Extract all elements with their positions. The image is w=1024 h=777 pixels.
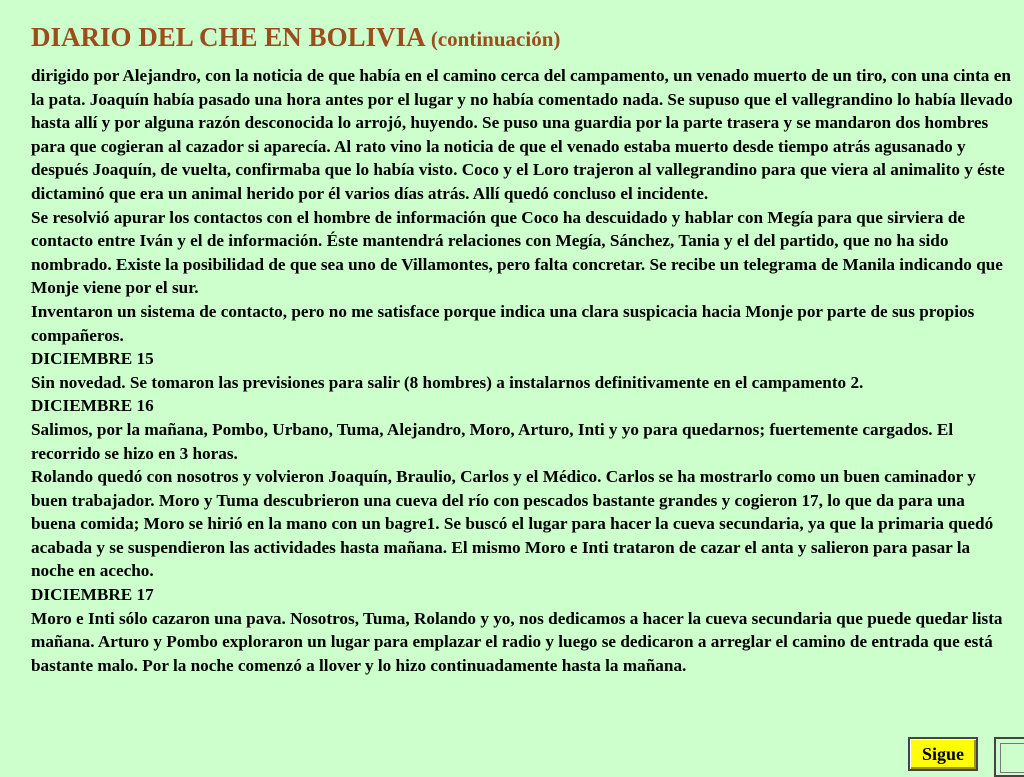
- diary-text: [31, 64, 1013, 677]
- date-heading: DICIEMBRE 15: [31, 349, 154, 369]
- title-subtitle: (continuación): [430, 27, 561, 51]
- paragraph: Sin novedad. Se tomaron las previsiones para salir (8 hombres) a instalarnos definitivamente en el campamento 2.: [31, 372, 864, 392]
- next-button[interactable]: Sigue: [908, 737, 978, 771]
- paragraph: dirigido por Alejandro, con la noticia de que había en el camino cerca del campamento, un venado muerto de un tiro, con una cinta en la pata. Joaquín había pasado una hora antes por el lugar y no había comentado nada. Se supuso que el vallegrandino lo había llevado hasta allí y por alguna razón desconocida lo arrojó, huyendo. Se puso una guardia por la parte trasera y se mandaron dos hombres para que cogieran al cazador si aparecía. Al rato vino la noticia de que el venado estaba muerto desde tiempo atrás agusanado y después Joaquín, de vuelta, confirmaba que lo había visto. Coco y el Loro trajeron al vallegrandino para que viera al animalito y éste dictaminó que era un animal herido por él varios días atrás. Allí quedó concluso el incidente.: [31, 66, 1013, 203]
- paragraph: Inventaron un sistema de contacto, pero no me satisface porque indica una clara suspicacia hacia Monje por parte de sus propios compañeros.: [31, 301, 975, 345]
- paragraph: Rolando quedó con nosotros y volvieron Joaquín, Braulio, Carlos y el Médico. Carlos se ha mostrarlo como un buen caminador y buen trabajador. Moro y Tuma descubrieron una cueva del río con pescados bastante grandes y cogieron 17, lo que da para una buena comida; Moro se hirió en la mano con un bagre1. Se buscó el lugar para hacer la cueva secundaria, ya que la primaria quedó acabada y se suspendieron las actividades hasta mañana. El mismo Moro e Inti trataron de cazar el anta y salieron para pasar la noche en acecho.: [31, 467, 994, 581]
- nav-next-arrow-button[interactable]: [994, 737, 1024, 777]
- arrow-icon: [1000, 743, 1024, 773]
- date-heading: DICIEMBRE 17: [31, 585, 154, 605]
- page-title: [31, 20, 560, 56]
- title-main: DIARIO DEL CHE EN BOLIVIA: [31, 22, 425, 52]
- paragraph: Moro e Inti sólo cazaron una pava. Nosotros, Tuma, Rolando y yo, nos dedicamos a hacer la cueva secundaria que puede quedar lista mañana. Arturo y Pombo exploraron un lugar para emplazar el radio y luego se dedicaron a arreglar el camino de entrada que está bastante malo. Por la noche comenzó a llover y lo hizo continuadamente hasta la mañana.: [31, 608, 1003, 675]
- paragraph: Se resolvió apurar los contactos con el hombre de información que Coco ha descuidado y hablar con Megía para que sirviera de contacto entre Iván y el de información. Éste mantendrá relaciones con Megía, Sánchez, Tania y el del partido, que no ha sido nombrado. Existe la posibilidad de que sea uno de Villamontes, pero falta concretar. Se recibe un telegrama de Manila indicando que Monje viene por el sur.: [31, 207, 1003, 298]
- date-heading: DICIEMBRE 16: [31, 396, 154, 416]
- paragraph: Salimos, por la mañana, Pombo, Urbano, Tuma, Alejandro, Moro, Arturo, Inti y yo para quedarnos; fuertemente cargados. El recorrido se hizo en 3 horas.: [31, 419, 954, 463]
